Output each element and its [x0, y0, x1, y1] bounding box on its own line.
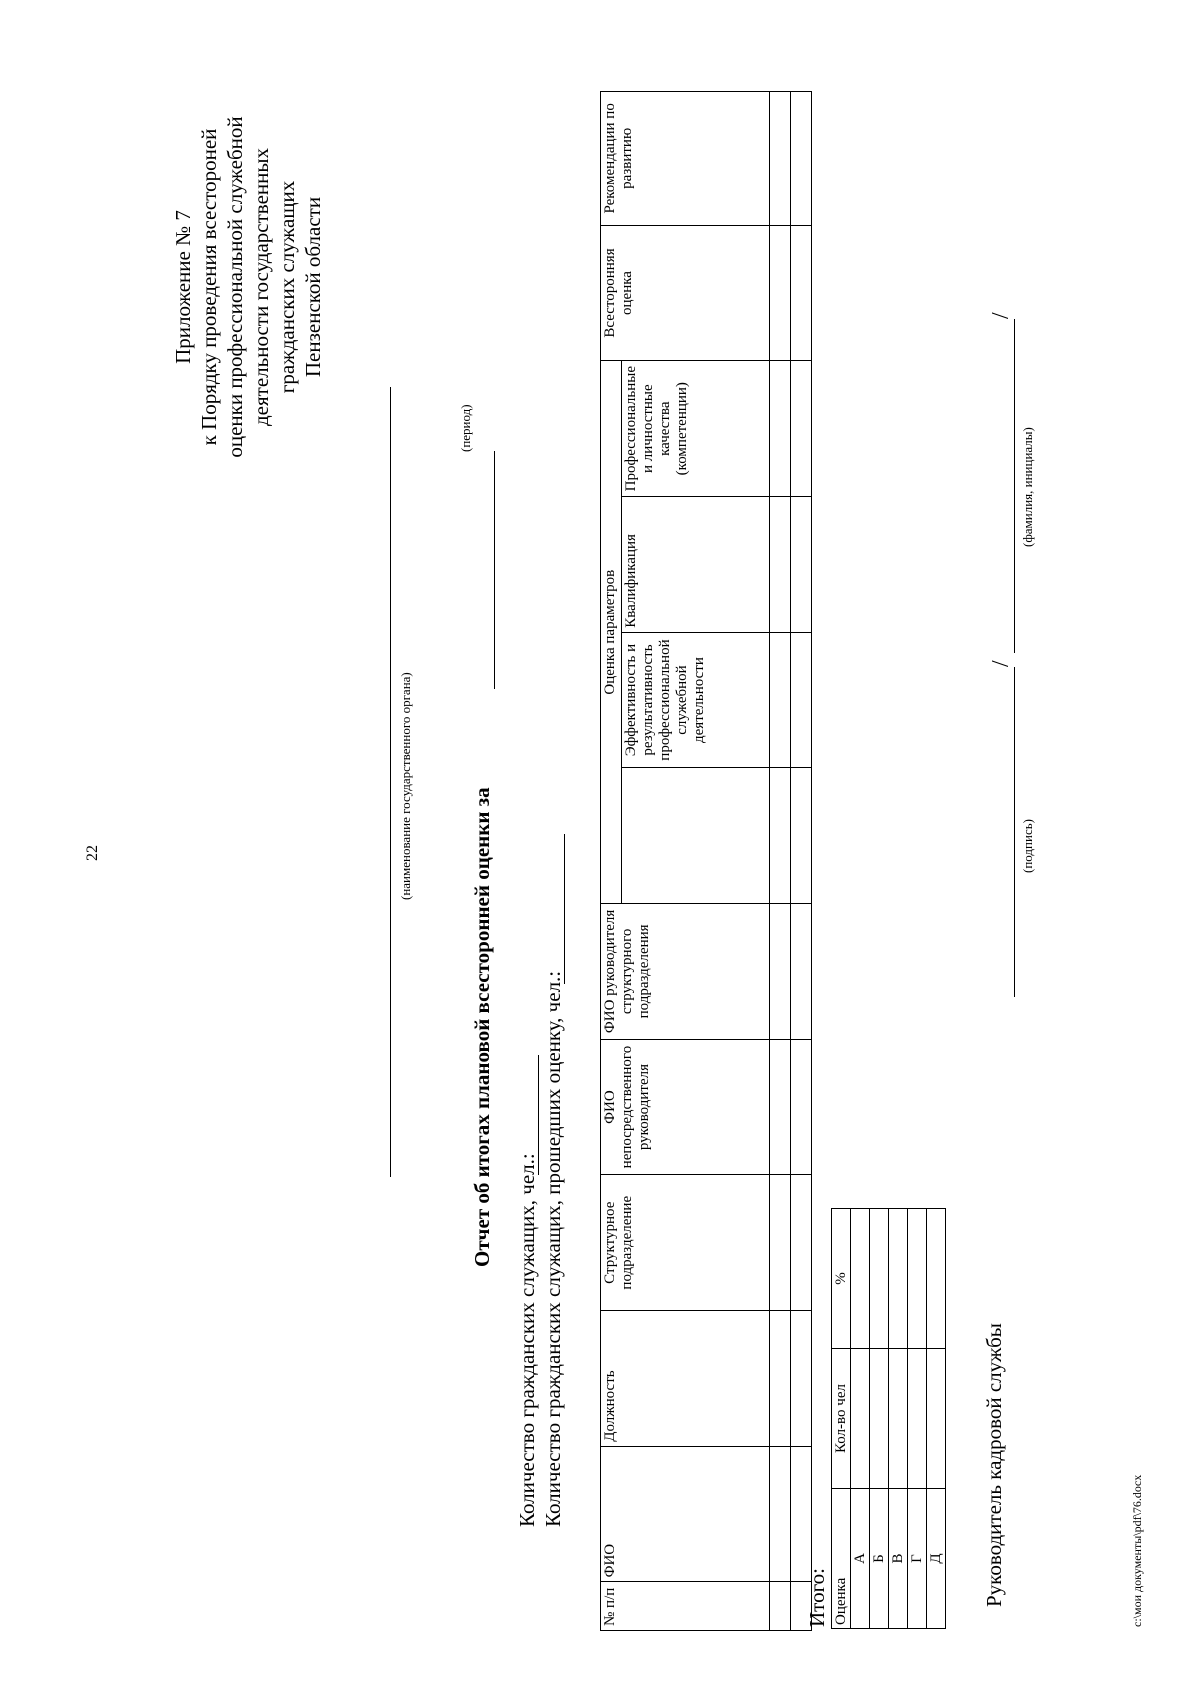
header-dept-head: ФИО руководителя структурного подразделения — [601, 904, 770, 1040]
table-cell[interactable] — [791, 1446, 812, 1582]
summary-grade: Г — [908, 1489, 927, 1629]
separator-slash: / — [988, 312, 1014, 319]
table-cell[interactable] — [770, 361, 791, 497]
summary-header-grade: Оценка — [832, 1489, 851, 1629]
appendix-line: Приложение № 7 — [171, 210, 195, 364]
summary-header-percent: % — [832, 1209, 851, 1349]
period-caption: (период) — [458, 404, 473, 452]
table-cell[interactable] — [770, 497, 791, 633]
header-num: № п/п — [601, 1582, 770, 1631]
table-cell[interactable] — [770, 92, 791, 226]
report-title: Отчет об итогах плановой всесторонней оценки за — [470, 787, 494, 1267]
summary-label: Итого: — [805, 1568, 829, 1627]
summary-cell[interactable] — [889, 1209, 908, 1349]
table-cell[interactable] — [791, 1039, 812, 1175]
appendix-line: Пензенской области — [301, 196, 325, 378]
table-cell[interactable] — [770, 1039, 791, 1175]
hr-head-label: Руководитель кадровой службы — [982, 1323, 1006, 1607]
summary-grade: Д — [927, 1489, 946, 1629]
count-evaluated-line[interactable] — [564, 834, 565, 984]
table-cell[interactable] — [770, 1582, 791, 1631]
table-cell[interactable] — [791, 1175, 812, 1311]
header-fio: ФИО — [601, 1446, 770, 1582]
count-evaluated-label: Количество гражданских служащих, прошедших оценку, чел.: — [541, 970, 565, 1527]
count-total-label: Количество гражданских служащих, чел.: — [515, 1153, 539, 1527]
summary-header-count: Кол-во чел — [832, 1349, 851, 1489]
table-cell[interactable] — [791, 92, 812, 226]
table-cell[interactable] — [770, 1446, 791, 1582]
table-cell[interactable] — [770, 1311, 791, 1447]
header-params-spacer — [622, 768, 770, 904]
page-number: 22 — [84, 845, 101, 861]
table-row — [770, 92, 791, 1631]
table-cell[interactable] — [791, 497, 812, 633]
summary-cell[interactable] — [851, 1209, 870, 1349]
org-name-line[interactable] — [390, 387, 391, 1177]
header-position: Должность — [601, 1311, 770, 1447]
table-row — [791, 92, 812, 1631]
summary-row — [927, 1209, 946, 1629]
summary-cell[interactable] — [870, 1349, 889, 1489]
table-cell[interactable] — [791, 768, 812, 904]
header-competencies: Профессиональные и личностные качества (компетенции) — [622, 361, 770, 497]
table-cell[interactable] — [791, 904, 812, 1040]
signature-caption: (подпись) — [1020, 819, 1035, 873]
summary-cell[interactable] — [908, 1349, 927, 1489]
appendix-line: деятельности государственных — [249, 148, 273, 427]
name-caption: (фамилия, инициалы) — [1020, 427, 1035, 547]
summary-grade: В — [889, 1489, 908, 1629]
summary-cell[interactable] — [889, 1349, 908, 1489]
appendix-header — [170, 47, 326, 527]
table-cell[interactable] — [791, 632, 812, 768]
summary-cell[interactable] — [908, 1209, 927, 1349]
summary-cell[interactable] — [927, 1349, 946, 1489]
table-cell[interactable] — [770, 768, 791, 904]
main-table — [600, 91, 812, 1631]
table-cell[interactable] — [791, 225, 812, 361]
header-effectiveness: Эффективность и результативность профессиональной служебной деятельности — [622, 632, 770, 768]
summary-row — [870, 1209, 889, 1629]
header-params-group: Оценка параметров — [601, 361, 622, 904]
table-cell[interactable] — [770, 904, 791, 1040]
summary-cell[interactable] — [870, 1209, 889, 1349]
header-direct-manager: ФИО непосредственного руководителя — [601, 1039, 770, 1175]
header-recommendations: Рекомендации по развитию — [601, 92, 770, 226]
name-line[interactable] — [1014, 319, 1015, 653]
appendix-line: гражданских служащих — [275, 180, 299, 394]
table-cell[interactable] — [791, 361, 812, 497]
summary-row — [908, 1209, 927, 1629]
file-path: c:\мои документы\pdf\76.docx — [1130, 1474, 1144, 1627]
header-qualification: Квалификация — [622, 497, 770, 633]
separator-slash: / — [988, 660, 1014, 667]
table-cell[interactable] — [770, 632, 791, 768]
org-caption: (наименование государственного органа) — [398, 672, 413, 900]
table-cell[interactable] — [770, 225, 791, 361]
signature-line[interactable] — [1014, 667, 1015, 997]
summary-cell[interactable] — [927, 1209, 946, 1349]
count-total-line[interactable] — [538, 1055, 539, 1175]
summary-row — [889, 1209, 908, 1629]
summary-cell[interactable] — [851, 1349, 870, 1489]
header-department: Структурное подразделение — [601, 1175, 770, 1311]
appendix-line: оценки профессиональной служебной — [223, 116, 247, 458]
period-line[interactable] — [494, 451, 495, 689]
summary-grade: Б — [870, 1489, 889, 1629]
header-overall: Всесторонняя оценка — [601, 225, 770, 361]
table-cell[interactable] — [770, 1175, 791, 1311]
appendix-line: к Порядку проведения всестороней — [197, 128, 221, 446]
summary-table — [831, 1208, 946, 1629]
summary-grade: А — [851, 1489, 870, 1629]
summary-row — [851, 1209, 870, 1629]
table-cell[interactable] — [791, 1311, 812, 1447]
